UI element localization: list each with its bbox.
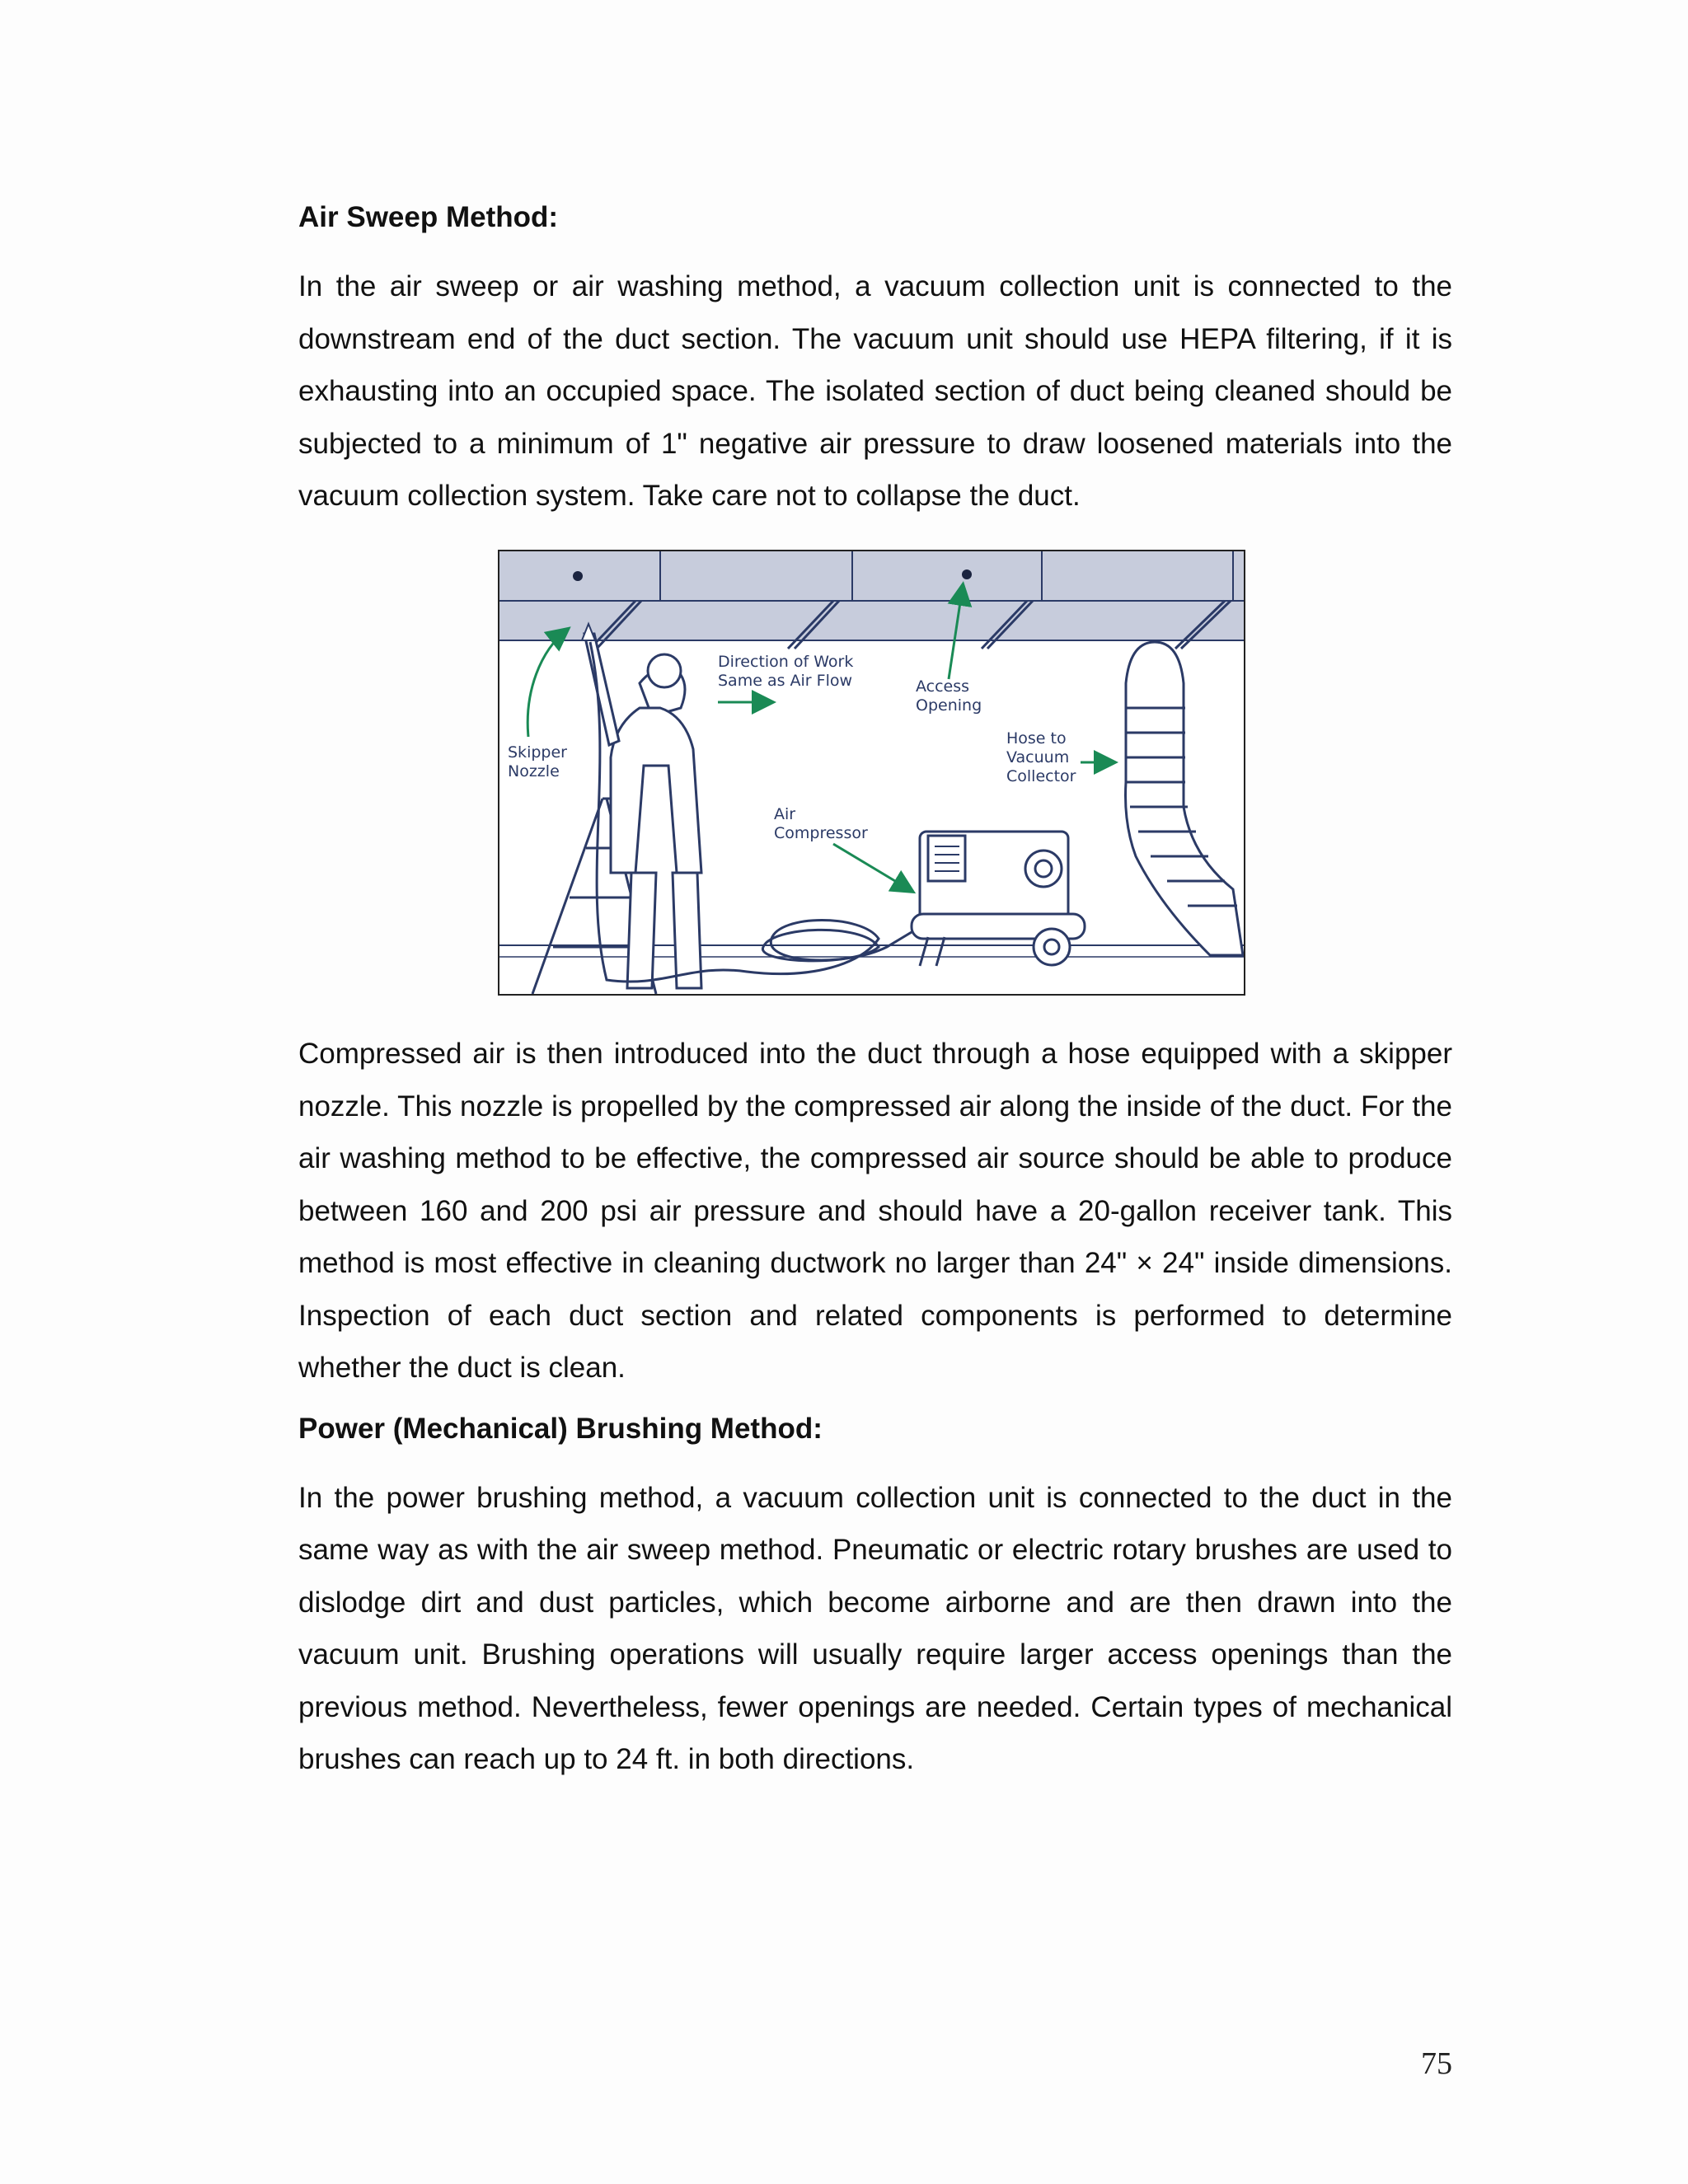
- label-compressor: Air: [774, 805, 796, 823]
- heading-power-brushing: Power (Mechanical) Brushing Method:: [298, 1412, 823, 1445]
- label-direction-2: Same as Air Flow: [718, 672, 853, 690]
- label-skipper-nozzle-2: Nozzle: [508, 762, 560, 780]
- section-air-sweep-continued: [298, 1028, 1452, 1786]
- access-hole: [962, 569, 972, 579]
- label-hose-2: Vacuum: [1006, 748, 1070, 766]
- heading-air-sweep: Air Sweep Method:: [298, 201, 559, 233]
- label-access-2: Opening: [916, 696, 982, 715]
- paragraph-air-sweep: In the air sweep or air washing method, a vacuum collection unit is connected to the downstream end of the duct section. The vacuum unit should use HEPA filtering, if it is exhausting into an occupied space. The isolated section of duct being cleaned should be subjected to a minimum of 1" negative air pressure to draw loosened materials into the vacuum collection system. Take care not to collapse the duct.: [298, 270, 1452, 512]
- air-sweep-illustration: [498, 550, 1245, 996]
- access-hole: [573, 571, 583, 581]
- label-hose: Hose to: [1006, 729, 1067, 748]
- label-access: Access: [916, 677, 970, 696]
- label-hose-3: Collector: [1006, 767, 1076, 785]
- paragraph-power-brushing: In the power brushing method, a vacuum collection unit is connected to the duct in the same way as with the air sweep method. Pneumatic or electric rotary brushes are used to dislodge dirt and dust particles, which become airborne and are then drawn into the vacuum unit. Brushing operations will usually require larger access openings than the previous method. Nevertheless, fewer openings are needed. Certain types of mechanical brushes can reach up to 24 ft. in both directions.: [298, 1481, 1452, 1775]
- label-compressor-2: Compressor: [774, 824, 868, 842]
- paragraph-compressed-air: Compressed air is then introduced into the duct through a hose equipped with a skipper nozzle. This nozzle is propelled by the compressed air along the inside of the duct. For the air washing method to be effective, the compressed air source should be able to produce between 160 and 200 psi air pressure and should have a 20-gallon receiver tank. This method is most effective in cleaning ductwork no larger than 24" × 24" inside dimensions. Inspection of each duct section and related components is performed to determine whether the duct is clean.: [298, 1038, 1452, 1384]
- label-skipper-nozzle: Skipper: [508, 743, 567, 762]
- vacuum-hose: [1126, 642, 1244, 955]
- page-number: 75: [1421, 2046, 1452, 2081]
- worker: [584, 634, 701, 988]
- arrow-skipper: [528, 630, 567, 737]
- section-air-sweep: [298, 199, 1452, 523]
- arrow-compressor: [833, 844, 912, 891]
- label-direction: Direction of Work: [718, 653, 854, 671]
- air-sweep-diagram: [499, 551, 1244, 994]
